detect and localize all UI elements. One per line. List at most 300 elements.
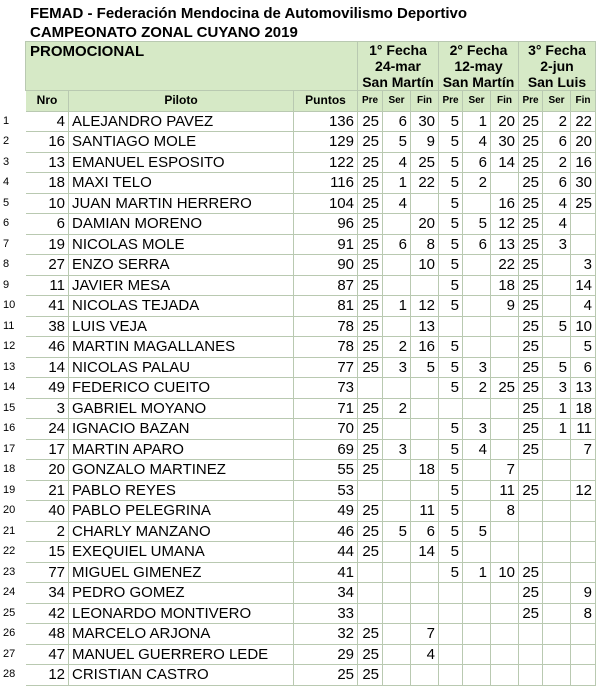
fecha-2-fin-score: 10 [491, 562, 519, 583]
row-line-number: 24 [3, 586, 16, 599]
total-points: 29 [294, 644, 358, 665]
fecha-2-pre-score: 5 [439, 521, 463, 542]
fecha-3-ser-score: 4 [543, 214, 571, 235]
fecha-2-ser-score [463, 624, 491, 645]
driver-name: MARCELO ARJONA [69, 624, 294, 645]
row-line-number: 27 [3, 647, 16, 660]
driver-number: 40 [26, 501, 69, 522]
fin-column-header: Fin [491, 91, 519, 112]
fecha-3-name: 3° Fecha [528, 42, 586, 58]
fecha-2-pre-score: 5 [439, 460, 463, 481]
fecha-3-date: 2-jun [540, 58, 574, 74]
fecha-1-ser-score [383, 275, 411, 296]
driver-name: GONZALO MARTINEZ [69, 460, 294, 481]
fecha-3-fin-score: 25 [571, 193, 596, 214]
table-row [1, 501, 596, 522]
driver-number: 19 [26, 234, 69, 255]
fecha-3-ser-score: 1 [543, 398, 571, 419]
fecha-3-pre-score: 25 [519, 398, 543, 419]
fecha-1-ser-score [383, 583, 411, 604]
driver-number: 13 [26, 152, 69, 173]
total-points: 104 [294, 193, 358, 214]
fecha-3-fin-score: 8 [571, 603, 596, 624]
row-line-number: 14 [3, 381, 16, 394]
fecha-1-ser-score [383, 624, 411, 645]
fecha-1-pre-score: 25 [358, 337, 383, 358]
fecha-2-fin-score [491, 665, 519, 686]
fecha-3-place: San Luis [527, 74, 587, 90]
fecha-3-ser-score [543, 603, 571, 624]
fecha-2-ser-score [463, 603, 491, 624]
fecha-1-fin-score: 18 [411, 460, 439, 481]
fecha-3-pre-score: 25 [519, 439, 543, 460]
fecha-3-pre-score [519, 665, 543, 686]
fecha-2-fin-score [491, 357, 519, 378]
ser-column-header: Ser [543, 91, 571, 112]
row-line-number: 13 [3, 360, 16, 373]
fecha-2-pre-score [439, 398, 463, 419]
fecha-2-fin-score [491, 337, 519, 358]
driver-name: IGNACIO BAZAN [69, 419, 294, 440]
fecha-3-fin-score: 7 [571, 439, 596, 460]
table-row [1, 316, 596, 337]
fecha-2-pre-score: 5 [439, 275, 463, 296]
total-points: 49 [294, 501, 358, 522]
fecha-1-pre-score: 25 [358, 439, 383, 460]
fin-column-header: Fin [571, 91, 596, 112]
driver-name: SANTIAGO MOLE [69, 132, 294, 153]
driver-name: PABLO PELEGRINA [69, 501, 294, 522]
fecha-1-ser-score [383, 501, 411, 522]
driver-name: NICOLAS MOLE [69, 234, 294, 255]
driver-name: JAVIER MESA [69, 275, 294, 296]
row-line-number: 9 [3, 278, 10, 291]
row-line-number: 3 [3, 155, 10, 168]
fecha-1-fin-score: 10 [411, 255, 439, 276]
fecha-2-fin-score: 8 [491, 501, 519, 522]
fecha-2-pre-score: 5 [439, 501, 463, 522]
total-points: 129 [294, 132, 358, 153]
total-points: 122 [294, 152, 358, 173]
total-points: 34 [294, 583, 358, 604]
fecha-1-ser-score [383, 255, 411, 276]
championship-subtitle: CAMPEONATO ZONAL CUYANO 2019 [30, 24, 298, 41]
fecha-1-fin-score: 13 [411, 316, 439, 337]
fecha-3-ser-score: 3 [543, 378, 571, 399]
driver-name: EXEQUIEL UMANA [69, 542, 294, 563]
fecha-1-fin-score [411, 562, 439, 583]
fecha-2-fin-score: 9 [491, 296, 519, 317]
fecha-2-pre-score: 5 [439, 152, 463, 173]
total-points: 77 [294, 357, 358, 378]
total-points: 41 [294, 562, 358, 583]
table-row [1, 357, 596, 378]
driver-name: NICOLAS PALAU [69, 357, 294, 378]
fecha-3-pre-score: 25 [519, 316, 543, 337]
driver-number: 10 [26, 193, 69, 214]
driver-number: 18 [26, 173, 69, 194]
fecha-3-fin-score: 18 [571, 398, 596, 419]
total-points: 78 [294, 316, 358, 337]
fecha-2-pre-score: 5 [439, 378, 463, 399]
fecha-3-fin-score: 4 [571, 296, 596, 317]
row-line-number: 10 [3, 299, 16, 312]
fecha-2-pre-score: 5 [439, 173, 463, 194]
driver-number: 14 [26, 357, 69, 378]
total-points: 70 [294, 419, 358, 440]
fecha-1-pre-score: 25 [358, 111, 383, 132]
fecha-1-ser-score [383, 603, 411, 624]
driver-number: 2 [26, 521, 69, 542]
fecha-2-ser-score [463, 255, 491, 276]
total-points: 90 [294, 255, 358, 276]
fecha-1-pre-score: 25 [358, 460, 383, 481]
row-line-number: 22 [3, 545, 16, 558]
fecha-2-date: 12-may [454, 58, 503, 74]
table-row [1, 337, 596, 358]
table-row [1, 132, 596, 153]
fecha-3-fin-score: 16 [571, 152, 596, 173]
driver-name: MARTIN MAGALLANES [69, 337, 294, 358]
fecha-2-ser-score: 1 [463, 562, 491, 583]
driver-number: 15 [26, 542, 69, 563]
fecha-1-fin-score [411, 583, 439, 604]
fecha-1-ser-score: 5 [383, 132, 411, 153]
fecha-2-ser-score [463, 480, 491, 501]
fecha-2-fin-score [491, 173, 519, 194]
fecha-3-fin-score: 9 [571, 583, 596, 604]
driver-name: CRISTIAN CASTRO [69, 665, 294, 686]
driver-name: LUIS VEJA [69, 316, 294, 337]
fecha-2-fin-score: 7 [491, 460, 519, 481]
fecha-1-fin-score: 20 [411, 214, 439, 235]
fecha-1-ser-score: 2 [383, 398, 411, 419]
fecha-1-pre-score: 25 [358, 193, 383, 214]
fecha-1-ser-score [383, 562, 411, 583]
fecha-3-pre-score: 25 [519, 583, 543, 604]
driver-number: 3 [26, 398, 69, 419]
row-line-number: 16 [3, 422, 16, 435]
fecha-2-ser-score [463, 193, 491, 214]
fecha-3-pre-score: 25 [519, 378, 543, 399]
fecha-2-fin-score [491, 316, 519, 337]
driver-name: PABLO REYES [69, 480, 294, 501]
fecha-3-fin-score: 22 [571, 111, 596, 132]
total-points: 46 [294, 521, 358, 542]
fecha-1-place: San Martín [362, 74, 434, 90]
fecha-1-pre-score: 25 [358, 665, 383, 686]
fecha-2-ser-score: 2 [463, 378, 491, 399]
document-title: FEMAD - Federación Mendocina de Automovilismo Deportivo [30, 5, 467, 22]
fecha-2-pre-score: 5 [439, 337, 463, 358]
row-line-number: 12 [3, 340, 16, 353]
driver-name: MANUEL GUERRERO LEDE [69, 644, 294, 665]
fecha-2-fin-score: 11 [491, 480, 519, 501]
fecha-2-pre-score: 5 [439, 255, 463, 276]
driver-name: NICOLAS TEJADA [69, 296, 294, 317]
fecha-1-fin-score: 4 [411, 644, 439, 665]
fecha-3-pre-score [519, 501, 543, 522]
fecha-1-ser-score [383, 419, 411, 440]
fecha-2-header [439, 42, 519, 91]
row-line-number: 20 [3, 504, 16, 517]
driver-name: PEDRO GOMEZ [69, 583, 294, 604]
fecha-1-fin-score [411, 378, 439, 399]
fecha-1-fin-score: 25 [411, 152, 439, 173]
fecha-3-fin-score: 12 [571, 480, 596, 501]
table-row [1, 644, 596, 665]
driver-name: MAXI TELO [69, 173, 294, 194]
table-row [1, 234, 596, 255]
driver-name: MARTIN APARO [69, 439, 294, 460]
line-number-spacer [1, 42, 26, 91]
fecha-3-fin-score: 13 [571, 378, 596, 399]
fecha-1-pre-score: 25 [358, 501, 383, 522]
fecha-1-ser-score: 5 [383, 521, 411, 542]
fecha-3-pre-score: 25 [519, 152, 543, 173]
fecha-1-fin-score: 12 [411, 296, 439, 317]
fecha-2-pre-score: 5 [439, 111, 463, 132]
fecha-1-pre-score: 25 [358, 644, 383, 665]
driver-number: 48 [26, 624, 69, 645]
table-row [1, 173, 596, 194]
fecha-3-pre-score: 25 [519, 419, 543, 440]
fecha-1-fin-score: 9 [411, 132, 439, 153]
driver-number: 4 [26, 111, 69, 132]
fecha-1-ser-score [383, 378, 411, 399]
fecha-3-pre-score: 25 [519, 173, 543, 194]
fecha-1-pre-score: 25 [358, 214, 383, 235]
row-line-number: 6 [3, 217, 10, 230]
table-row [1, 439, 596, 460]
total-points: 73 [294, 378, 358, 399]
fecha-3-fin-score [571, 624, 596, 645]
fecha-1-pre-score: 25 [358, 398, 383, 419]
fecha-3-ser-score [543, 583, 571, 604]
fecha-3-pre-score [519, 460, 543, 481]
fecha-1-fin-score: 7 [411, 624, 439, 645]
fecha-1-fin-score [411, 603, 439, 624]
fecha-2-pre-score: 5 [439, 419, 463, 440]
fecha-2-pre-score: 5 [439, 480, 463, 501]
driver-number: 11 [26, 275, 69, 296]
fecha-3-pre-score: 25 [519, 562, 543, 583]
fecha-3-ser-score [543, 521, 571, 542]
fecha-1-ser-score [383, 665, 411, 686]
fecha-3-ser-score [543, 460, 571, 481]
driver-number: 27 [26, 255, 69, 276]
fecha-2-pre-score: 5 [439, 296, 463, 317]
nro-column-header: Nro [26, 91, 69, 112]
row-line-number: 7 [3, 237, 10, 250]
driver-number: 46 [26, 337, 69, 358]
fecha-2-fin-score: 30 [491, 132, 519, 153]
driver-number: 24 [26, 419, 69, 440]
fecha-3-pre-score: 25 [519, 214, 543, 235]
fecha-2-fin-score: 20 [491, 111, 519, 132]
row-line-number: 25 [3, 606, 16, 619]
fecha-2-fin-score [491, 644, 519, 665]
fecha-2-fin-score [491, 542, 519, 563]
fecha-1-fin-score [411, 480, 439, 501]
driver-name: FEDERICO CUEITO [69, 378, 294, 399]
fecha-2-fin-score: 12 [491, 214, 519, 235]
table-row [1, 665, 596, 686]
driver-name: ENZO SERRA [69, 255, 294, 276]
total-points: 91 [294, 234, 358, 255]
driver-number: 42 [26, 603, 69, 624]
fecha-1-ser-score [383, 214, 411, 235]
fecha-1-pre-score: 25 [358, 173, 383, 194]
fecha-1-fin-score [411, 419, 439, 440]
fecha-2-pre-score: 5 [439, 193, 463, 214]
fecha-1-fin-score [411, 275, 439, 296]
fecha-3-ser-score: 6 [543, 132, 571, 153]
row-line-number: 8 [3, 258, 10, 271]
row-line-number: 5 [3, 196, 10, 209]
driver-number: 16 [26, 132, 69, 153]
fecha-3-ser-score [543, 439, 571, 460]
fecha-2-ser-score: 6 [463, 152, 491, 173]
fecha-1-ser-score: 1 [383, 296, 411, 317]
fecha-3-ser-score [543, 665, 571, 686]
fecha-1-ser-score: 6 [383, 234, 411, 255]
fecha-2-fin-score [491, 583, 519, 604]
table-row [1, 255, 596, 276]
fecha-2-fin-score: 14 [491, 152, 519, 173]
fecha-3-fin-score: 5 [571, 337, 596, 358]
fecha-3-fin-score: 10 [571, 316, 596, 337]
row-line-number: 15 [3, 401, 16, 414]
fecha-1-ser-score: 1 [383, 173, 411, 194]
fecha-3-ser-score [543, 542, 571, 563]
fecha-2-ser-score: 3 [463, 419, 491, 440]
driver-number: 6 [26, 214, 69, 235]
fecha-3-fin-score: 14 [571, 275, 596, 296]
standings-table [0, 41, 596, 686]
row-line-number: 21 [3, 524, 16, 537]
fecha-1-ser-score: 6 [383, 111, 411, 132]
fecha-3-ser-score [543, 624, 571, 645]
fecha-1-fin-score [411, 193, 439, 214]
fecha-3-pre-score: 25 [519, 234, 543, 255]
fecha-2-fin-score: 13 [491, 234, 519, 255]
fecha-3-ser-score [543, 275, 571, 296]
row-line-number: 28 [3, 668, 16, 681]
fecha-1-ser-score: 2 [383, 337, 411, 358]
fecha-2-fin-score: 18 [491, 275, 519, 296]
driver-name: ALEJANDRO PAVEZ [69, 111, 294, 132]
fecha-1-fin-score: 14 [411, 542, 439, 563]
fecha-3-pre-score: 25 [519, 193, 543, 214]
fecha-3-pre-score: 25 [519, 275, 543, 296]
fecha-3-ser-score [543, 501, 571, 522]
fecha-3-fin-score [571, 665, 596, 686]
total-points: 32 [294, 624, 358, 645]
fecha-1-fin-score [411, 398, 439, 419]
fecha-3-fin-score [571, 234, 596, 255]
fecha-3-ser-score [543, 480, 571, 501]
table-row [1, 398, 596, 419]
fecha-1-pre-score [358, 562, 383, 583]
driver-name: LEONARDO MONTIVERO [69, 603, 294, 624]
driver-name: JUAN MARTIN HERRERO [69, 193, 294, 214]
fecha-2-pre-score [439, 665, 463, 686]
fecha-2-pre-score: 5 [439, 132, 463, 153]
fecha-1-pre-score [358, 583, 383, 604]
fecha-1-ser-score [383, 542, 411, 563]
fecha-3-ser-score [543, 255, 571, 276]
fecha-3-pre-score [519, 521, 543, 542]
table-row [1, 296, 596, 317]
row-line-number: 2 [3, 135, 10, 148]
fecha-2-ser-score: 2 [463, 173, 491, 194]
fecha-1-header [358, 42, 439, 91]
fecha-2-pre-score: 5 [439, 542, 463, 563]
driver-number: 49 [26, 378, 69, 399]
row-line-number: 19 [3, 483, 16, 496]
row-line-number: 11 [3, 319, 15, 332]
fecha-2-pre-score [439, 603, 463, 624]
fecha-1-fin-score: 22 [411, 173, 439, 194]
fecha-1-pre-score [358, 378, 383, 399]
fecha-2-ser-score: 3 [463, 357, 491, 378]
driver-number: 20 [26, 460, 69, 481]
fecha-2-ser-score: 4 [463, 132, 491, 153]
fecha-2-ser-score [463, 316, 491, 337]
total-points: 69 [294, 439, 358, 460]
fecha-1-fin-score: 5 [411, 357, 439, 378]
driver-name: CHARLY MANZANO [69, 521, 294, 542]
fecha-2-fin-score [491, 521, 519, 542]
driver-number: 41 [26, 296, 69, 317]
row-line-number: 18 [3, 463, 16, 476]
driver-number: 77 [26, 562, 69, 583]
fecha-3-pre-score: 25 [519, 132, 543, 153]
fecha-1-pre-score: 25 [358, 296, 383, 317]
table-row [1, 378, 596, 399]
fecha-3-header [519, 42, 596, 91]
fecha-2-ser-score [463, 460, 491, 481]
fecha-1-ser-score: 4 [383, 152, 411, 173]
fecha-3-fin-score [571, 460, 596, 481]
fecha-2-pre-score: 5 [439, 234, 463, 255]
fecha-1-pre-score: 25 [358, 357, 383, 378]
table-row [1, 152, 596, 173]
driver-number: 38 [26, 316, 69, 337]
fecha-3-pre-score: 25 [519, 111, 543, 132]
total-points: 53 [294, 480, 358, 501]
table-row [1, 480, 596, 501]
driver-number: 21 [26, 480, 69, 501]
fecha-3-fin-score [571, 542, 596, 563]
total-points: 81 [294, 296, 358, 317]
fecha-1-pre-score: 25 [358, 275, 383, 296]
total-points: 116 [294, 173, 358, 194]
table-row [1, 193, 596, 214]
fecha-3-ser-score: 1 [543, 419, 571, 440]
fecha-1-pre-score: 25 [358, 255, 383, 276]
fecha-3-pre-score: 25 [519, 357, 543, 378]
driver-number: 34 [26, 583, 69, 604]
row-line-number: 23 [3, 565, 16, 578]
fecha-2-ser-score: 4 [463, 439, 491, 460]
fecha-3-fin-score [571, 644, 596, 665]
fecha-3-ser-score: 3 [543, 234, 571, 255]
total-points: 25 [294, 665, 358, 686]
fecha-2-pre-score [439, 644, 463, 665]
fecha-2-fin-score [491, 419, 519, 440]
